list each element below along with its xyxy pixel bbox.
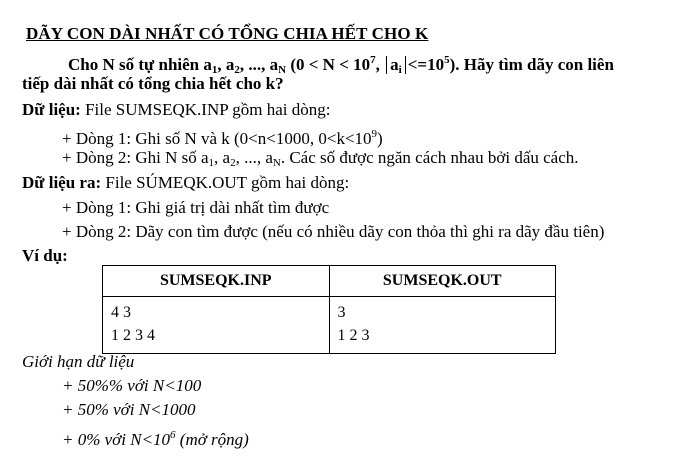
input-line-2-text: , ..., a (235, 148, 273, 167)
superscript: 5 (444, 54, 450, 66)
limit-item-2: + 50% với N<1000 (62, 400, 196, 419)
limit-item-3-note: (mở rộng) (175, 430, 249, 449)
input-line-1-end: ) (377, 129, 383, 148)
input-line-2-text: + Dòng 2: Ghi N số a (62, 148, 209, 167)
output-label: Dữ liệu ra: (22, 173, 102, 192)
input-value-line: 4 3 (111, 304, 131, 321)
input-value-line: 1 2 3 4 (111, 327, 155, 344)
superscript: 7 (370, 54, 376, 66)
table-cell-input (103, 297, 330, 354)
output-value-line: 3 (337, 304, 346, 321)
statement-text: , ..., a (239, 55, 279, 74)
table-cell-output (329, 297, 556, 354)
table-row (103, 297, 556, 354)
subscript: 2 (230, 157, 236, 169)
subscript: N (278, 64, 287, 76)
example-table (102, 265, 556, 354)
limit-item-3-text: + 0% với N<10 (62, 430, 171, 449)
input-line-2-text: . Các số được ngăn cách nhau bởi dấu cách. (280, 148, 579, 167)
table-header-row (103, 266, 556, 297)
subscript: i (398, 64, 402, 76)
table-header-output: SUMSEQK.OUT (329, 266, 556, 297)
statement-text: <=10 (407, 55, 445, 74)
input-line-2-text: , a (214, 148, 231, 167)
table-header-input: SUMSEQK.INP (103, 266, 330, 297)
example-label: Ví dụ: (22, 246, 68, 265)
superscript: 6 (170, 429, 176, 441)
output-text: File SÚMEQK.OUT gồm hai dòng: (101, 173, 350, 192)
superscript: 9 (371, 128, 378, 140)
input-text: File SUMSEQK.INP gồm hai dòng: (80, 100, 331, 119)
absolute-value (386, 56, 406, 74)
subscript: N (272, 157, 281, 169)
input-description (22, 100, 331, 120)
input-line-2 (62, 148, 579, 173)
subscript: 1 (208, 157, 215, 169)
statement-text: Cho N số tự nhiên a (68, 55, 212, 74)
problem-statement-line-2: tiếp dài nhất có tổng chia hết cho k? (22, 74, 284, 93)
subscript: 2 (234, 64, 240, 76)
statement-text: ). Hãy tìm dãy con liên (449, 55, 614, 74)
statement-text: (0 < N < 10 (286, 55, 371, 74)
output-value-line: 1 2 3 (337, 327, 370, 344)
limit-item-1: + 50%% với N<100 (62, 376, 202, 395)
limit-item-3 (62, 425, 249, 450)
limits-label: Giới hạn dữ liệu (22, 352, 135, 371)
input-label: Dữ liệu: (22, 100, 81, 119)
subscript: 1 (211, 64, 218, 76)
input-line-1-text: + Dòng 1: Ghi số N và k (0<n<1000, 0<k<10 (62, 129, 372, 148)
statement-text: , a (217, 55, 235, 74)
statement-text: , (375, 55, 385, 74)
output-line-2: + Dòng 2: Dãy con tìm được (nếu có nhiều dãy con thỏa thì ghi ra dãy đầu tiên) (62, 222, 605, 241)
input-line-1 (62, 124, 383, 149)
page-title: DÃY CON DÀI NHẤT CÓ TỔNG CHIA HẾT CHO K (26, 24, 429, 43)
abs-var: a (390, 55, 399, 74)
output-line-1: + Dòng 1: Ghi giá trị dài nhất tìm được (62, 198, 330, 217)
output-description (22, 173, 349, 193)
